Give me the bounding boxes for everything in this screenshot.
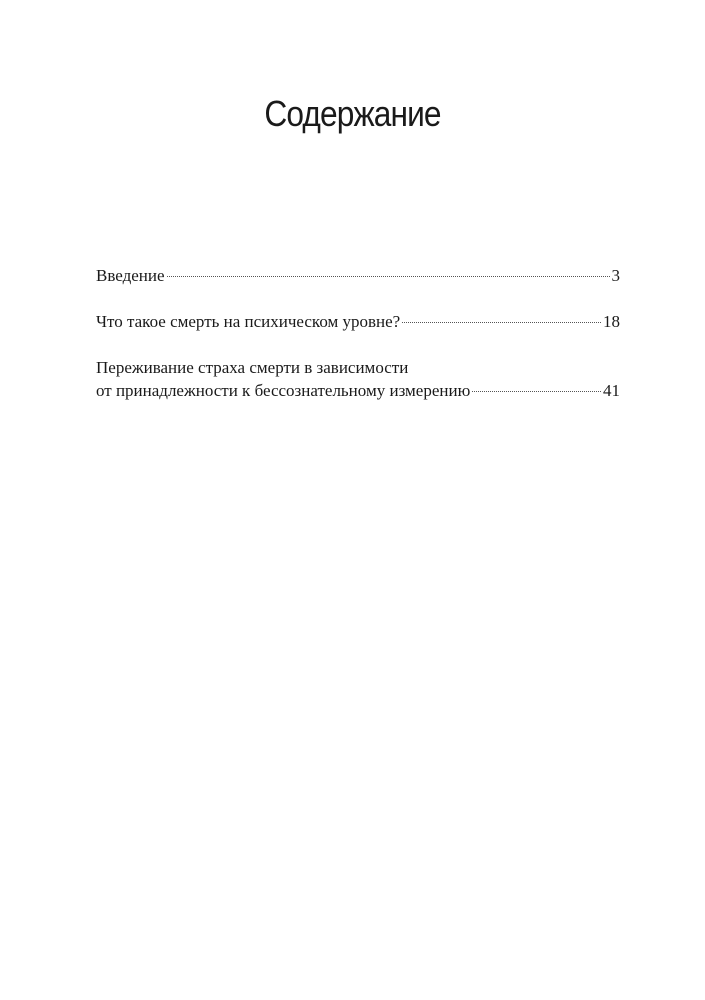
toc-entry-fear-of-death[interactable] (96, 356, 620, 402)
toc-entry-title-line-1: Переживание страха смерти в зависимости (96, 358, 409, 377)
table-of-contents (96, 264, 620, 425)
page-title: Содержание (264, 93, 441, 134)
toc-entry-line (96, 310, 620, 333)
dot-leader (472, 391, 601, 392)
toc-entry-title-line-2: от принадлежности к бессознательному измерению (96, 381, 471, 400)
toc-page-number: 41 (603, 381, 620, 400)
toc-entry-title: Что такое смерть на психическом уровне? (96, 312, 401, 331)
dot-leader (402, 322, 601, 323)
toc-entry-introduction[interactable] (96, 264, 620, 287)
dot-leader (167, 276, 610, 277)
toc-entry-death-psychic-level[interactable] (96, 310, 620, 333)
toc-entry-line (96, 379, 620, 402)
toc-page-number: 3 (611, 266, 620, 285)
toc-page-number: 18 (603, 312, 620, 331)
toc-entry-title: Введение (96, 266, 165, 285)
toc-entry-line (96, 264, 620, 287)
